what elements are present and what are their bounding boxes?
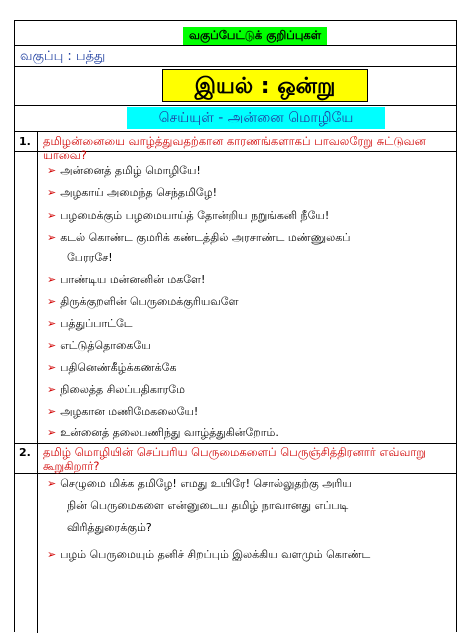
notes-sheet [14, 20, 457, 632]
rule [15, 66, 456, 67]
chapter-title: இயல் : ஒன்று [194, 74, 336, 99]
list-item-continuation: விரித்துரைக்கும்? [67, 521, 152, 534]
arrow-bullet-icon: ➢ [47, 548, 57, 561]
rule [15, 443, 456, 444]
list-item-continuation: பேரரசே! [67, 251, 113, 264]
lesson-title: செய்யுள் - அன்னை மொழியே [158, 110, 354, 126]
class-label: வகுப்பு : பத்து [20, 49, 106, 64]
arrow-bullet-icon: ➢ [47, 383, 57, 396]
rule [15, 45, 456, 46]
arrow-bullet-icon: ➢ [47, 209, 57, 222]
number-column-rule [37, 131, 38, 633]
list-item: ➢ பத்துப்பாட்டே [47, 317, 133, 330]
arrow-bullet-icon: ➢ [47, 339, 57, 352]
question-text: தமிழன்னையை வாழ்த்துவதற்கான காரணங்களாகப் பாவலரேறு சுட்டுவன யாவை? [43, 134, 426, 162]
list-item: ➢ பாண்டிய மன்னனின் மகளே! [47, 273, 206, 286]
list-item-continuation: நின் பெருமைகளை என்னுடைய தமிழ் நாவானது எப்படி [67, 499, 349, 512]
list-item: ➢ அன்னைத் தமிழ் மொழியே! [47, 164, 201, 177]
arrow-bullet-icon: ➢ [47, 426, 57, 439]
arrow-bullet-icon: ➢ [47, 164, 57, 177]
list-item: ➢ செழுமை மிக்க தமிழே! எமது உயிரே! சொல்லுதற்கு அரிய [47, 477, 352, 490]
list-item: ➢ பழமைக்கும் பழமையாய்த் தோன்றிய நறுங்கனி நீயே! [47, 209, 330, 222]
arrow-bullet-icon: ➢ [47, 273, 57, 286]
list-item: ➢ உன்னைத் தலைபணிந்து வாழ்த்துகின்றோம். [47, 426, 279, 439]
question-number: 1. [19, 135, 31, 148]
arrow-bullet-icon: ➢ [47, 231, 57, 244]
rule [15, 131, 456, 132]
list-item: ➢ கடல் கொண்ட குமரிக் கண்டத்தில் அரசாண்ட மண்ணுலகப் [47, 231, 351, 244]
list-item: ➢ அழகான மணிமேகலையே! [47, 405, 199, 418]
rule [15, 473, 456, 474]
list-item: ➢ திருக்குறளின் பெருமைக்குரியவளே [47, 295, 239, 308]
arrow-bullet-icon: ➢ [47, 477, 57, 490]
question-text: தமிழ் மொழியின் செப்பரிய பெருமைகளைப் பெருஞ்சித்திரனார் எவ்வாறு கூறுகிறார்? [43, 445, 427, 473]
arrow-bullet-icon: ➢ [47, 295, 57, 308]
list-item: ➢ நிலைத்த சிலப்பதிகாரமே [47, 383, 185, 396]
arrow-bullet-icon: ➢ [47, 317, 57, 330]
arrow-bullet-icon: ➢ [47, 361, 57, 374]
rule [15, 105, 456, 106]
list-item: ➢ பழம் பெருமையும் தனிச் சிறப்பும் இலக்கிய வளமும் கொண்ட [47, 548, 371, 561]
arrow-bullet-icon: ➢ [47, 186, 57, 199]
list-item: ➢ அழகாய் அமைந்த செந்தமிழே! [47, 186, 217, 199]
class-notes-tag: வகுப்பேட்டுக் குறிப்புகள் [183, 27, 327, 45]
list-item: ➢ பதினெண்கீழ்க்கணக்கே [47, 361, 177, 374]
list-item: ➢ எட்டுத்தொகையே [47, 339, 151, 352]
lesson-title-box [127, 107, 385, 129]
arrow-bullet-icon: ➢ [47, 405, 57, 418]
chapter-title-box [162, 69, 368, 102]
question-number: 2. [19, 446, 31, 459]
